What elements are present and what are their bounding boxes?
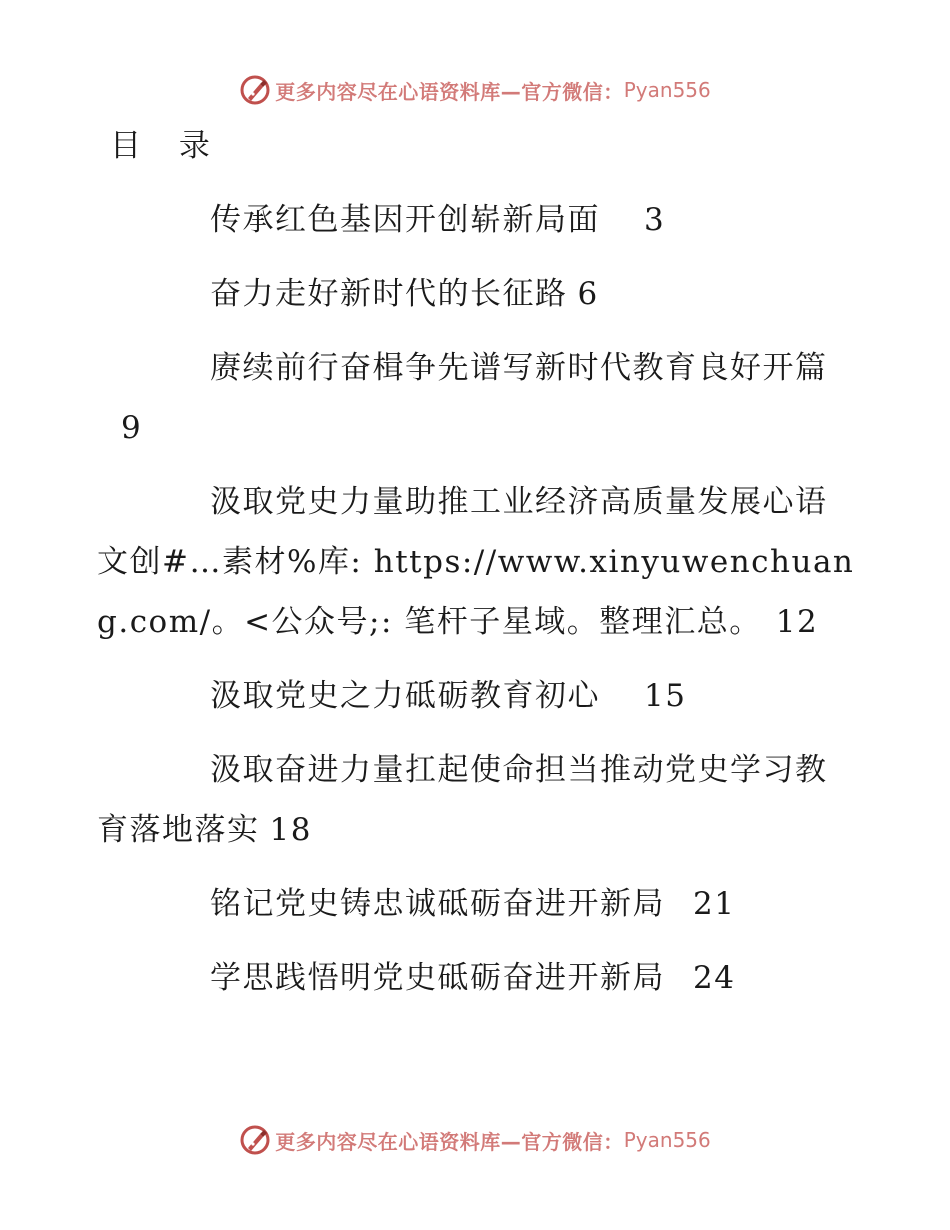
toc-entry-page: 24 (693, 960, 736, 996)
footer-banner (0, 1120, 950, 1160)
toc-entry-page: 18 (269, 812, 312, 848)
toc-entry-text: 铭记党史铸忠诚砥砺奋进开新局 (210, 886, 665, 922)
toc-entry-text: 赓续前行奋楫争先谱写新时代教育良好开篇 (210, 350, 828, 386)
table-of-contents (97, 190, 857, 1022)
toc-entry-page: 12 (775, 604, 819, 640)
toc-entry[interactable] (97, 948, 857, 1008)
toc-entry[interactable] (97, 338, 857, 458)
toc-entry-text: 学思践悟明党史砥砺奋进开新局 (210, 960, 665, 996)
toc-entry-page: 21 (693, 886, 736, 922)
banner-wechat-id: Pyan556 (623, 1128, 711, 1152)
red-pen-logo-icon (239, 1124, 271, 1156)
toc-entry-page: 9 (121, 410, 143, 446)
toc-title: 目 录 (110, 128, 224, 164)
banner-text: 更多内容尽在心语资料库—官方微信： (275, 1129, 624, 1154)
banner-wechat-id: Pyan556 (623, 78, 711, 102)
toc-entry[interactable] (97, 190, 857, 250)
toc-entry-page: 3 (644, 202, 666, 238)
header-banner (0, 70, 950, 110)
toc-entry-text: 汲取党史之力砥砺教育初心 (210, 678, 600, 714)
toc-entry-text: 奋力走好新时代的长征路 (210, 276, 568, 312)
toc-entry[interactable] (97, 874, 857, 934)
banner-text: 更多内容尽在心语资料库—官方微信： (275, 79, 624, 104)
toc-entry-page: 6 (577, 276, 599, 312)
red-pen-logo-icon (239, 74, 271, 106)
toc-entry-page: 15 (644, 678, 687, 714)
toc-entry-text: 汲取奋进力量扛起使命担当推动党史学习教育落地落实 (97, 752, 828, 848)
toc-entry-text: 汲取党史力量助推工业经济高质量发展心语文创#…素材%库: https://www.xinyuwenchuang.com/。<公众号;: 笔杆子星域。整理汇总。 (97, 484, 855, 640)
toc-entry[interactable] (97, 740, 857, 860)
toc-entry[interactable] (97, 264, 857, 324)
toc-entry[interactable] (97, 666, 857, 726)
toc-entry[interactable] (97, 472, 857, 652)
toc-entry-text: 传承红色基因开创崭新局面 (210, 202, 600, 238)
